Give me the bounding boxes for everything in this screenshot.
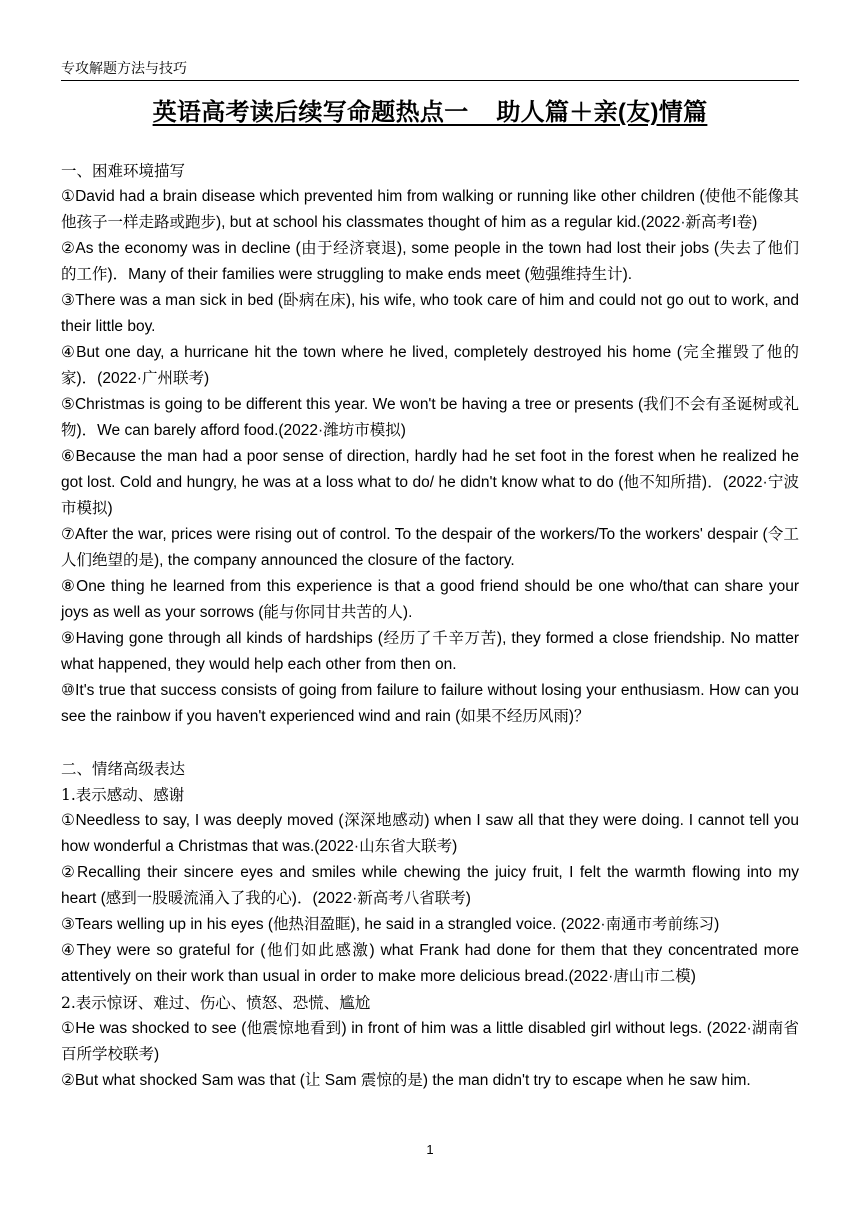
header-divider	[61, 80, 799, 81]
document-body	[61, 158, 799, 1094]
list-item: ⑤Christmas is going to be different this year. We won't be having a tree or presents (我们不会有圣诞树或礼物)．We can barely afford food.(2022·潍坊市模拟)	[61, 396, 799, 439]
subsection-title-2: 2.表示惊讶、难过、伤心、愤怒、恐慌、尴尬	[61, 994, 371, 1012]
section-spacer	[61, 730, 799, 756]
list-item: ③There was a man sick in bed (卧病在床), his wife, who took care of him and could not go out to work, and their little boy.	[61, 292, 799, 335]
list-item: ④They were so grateful for (他们如此感激) what Frank had done for them that they concentrated more attentively on their work than usual in order to make more delicious bread.(2022·唐山市二模)	[61, 942, 799, 985]
list-item: ②Recalling their sincere eyes and smiles while chewing the juicy fruit, I felt the warmth flowing into my heart (感到一股暖流涌入了我的心)．(2022·新高考八省联考)	[61, 864, 799, 907]
page-title: 英语高考读后续写命题热点一 助人篇＋亲(友)情篇	[152, 99, 708, 126]
subsection-title-1: 1.表示感动、感谢	[61, 786, 185, 804]
list-item: ②But what shocked Sam was that (让 Sam 震惊的是) the man didn't try to escape when he saw him.	[61, 1072, 751, 1089]
list-item: ①He was shocked to see (他震惊地看到) in front of him was a little disabled girl without legs. (2022·湖南省百所学校联考)	[61, 1020, 799, 1063]
page-number: 1	[426, 1142, 434, 1157]
list-item: ②As the economy was in decline (由于经济衰退), some people in the town had lost their jobs (失去了他们的工作)．Many of their families were struggling to make ends meet (勉强维持生计).	[61, 240, 799, 283]
list-item: ⑨Having gone through all kinds of hardships (经历了千辛万苦), they formed a close friendship. No matter what happened, they would help each other from then on.	[61, 630, 799, 673]
list-item: ⑧One thing he learned from this experience is that a good friend should be one who/that can share your joys as well as your sorrows (能与你同甘共苦的人).	[61, 578, 799, 621]
section-title-1: 一、困难环境描写	[61, 162, 186, 180]
list-item: ⑦After the war, prices were rising out of control. To the despair of the workers/To the workers' despair (令工人们绝望的是), the company announced the closure of the factory.	[61, 526, 799, 569]
list-item: ①Needless to say, I was deeply moved (深深地感动) when I saw all that they were doing. I cannot tell you how wonderful a Christmas that was.(2022·山东省大联考)	[61, 812, 799, 855]
header-label: 专攻解题方法与技巧	[61, 60, 187, 76]
list-item: ⑩It's true that success consists of going from failure to failure without losing your enthusiasm. How can you see the rainbow if you haven't experienced wind and rain (如果不经历风雨)？	[61, 682, 799, 725]
list-item: ④But one day, a hurricane hit the town where he lived, completely destroyed his home (完全摧毁了他的家)．(2022·广州联考)	[61, 344, 799, 387]
list-item: ①David had a brain disease which prevented him from walking or running like other children (使他不能像其他孩子一样走路或跑步), but at school his classmates thought of him as a regular kid.(2022·新高考Ⅰ卷)	[61, 188, 799, 231]
section-title-2: 二、情绪高级表达	[61, 760, 186, 778]
list-item: ⑥Because the man had a poor sense of direction, hardly had he set foot in the forest when he realized he got lost. Cold and hungry, he was at a loss what to do/ he didn't know what to do (他不知所措)．(2022·宁波市模拟)	[61, 448, 799, 517]
list-item: ③Tears welling up in his eyes (他热泪盈眶), he said in a strangled voice. (2022·南通市考前练习)	[61, 916, 720, 933]
